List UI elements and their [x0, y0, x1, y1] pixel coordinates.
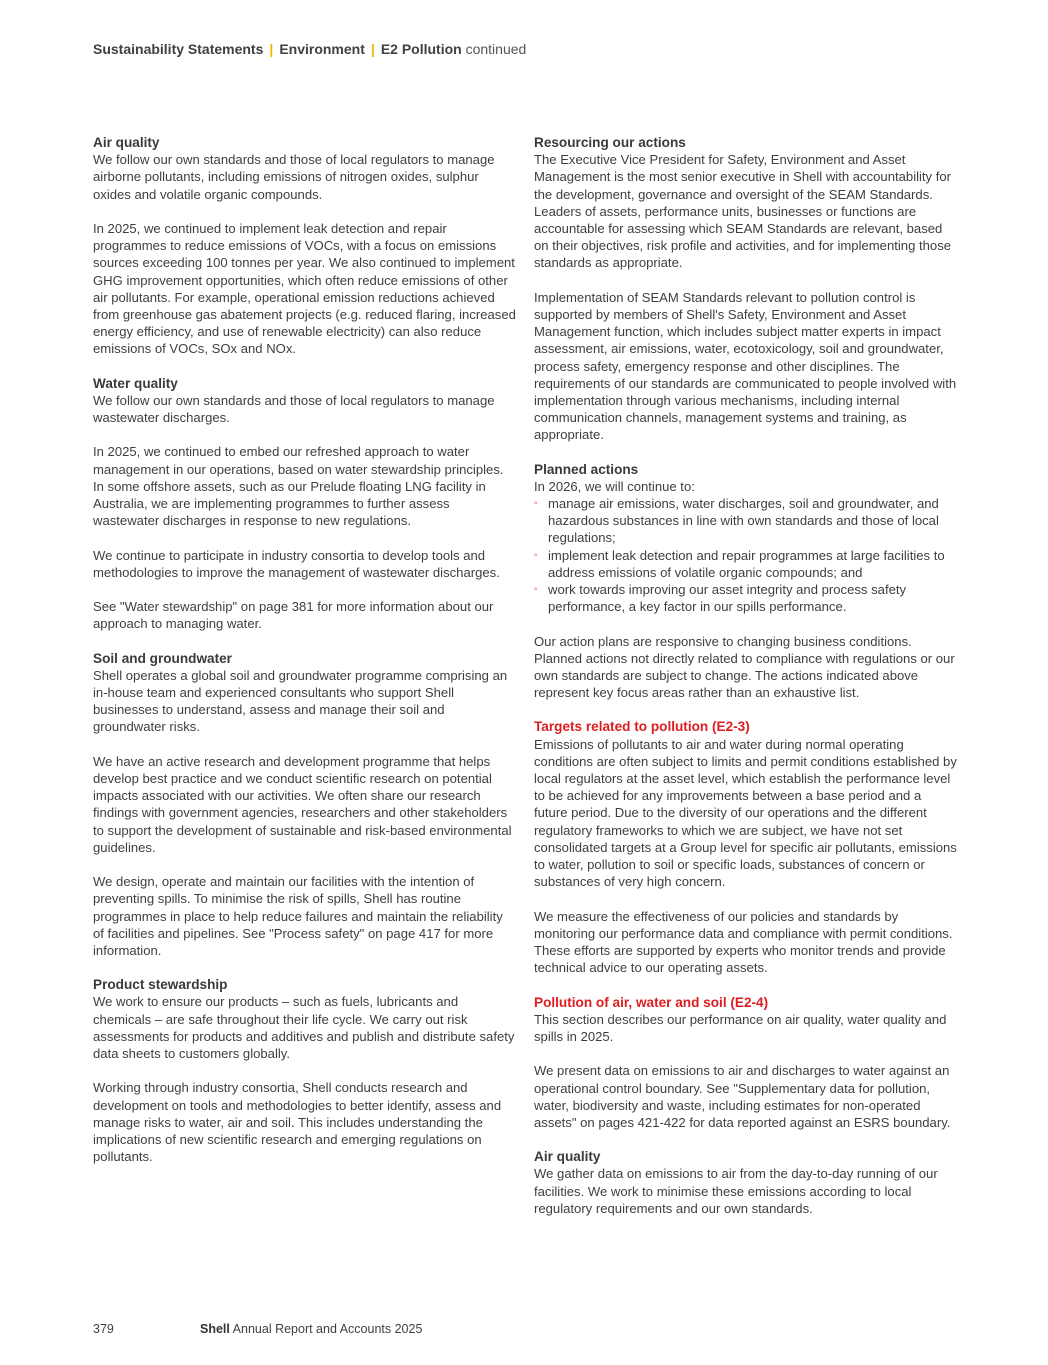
list-item: ◦ implement leak detection and repair programmes at large facilities to address emissions of volatile organic compounds; and — [534, 547, 945, 580]
header-continued: continued — [465, 41, 527, 57]
paragraph: We gather data on emissions to air from the day-to-day running of our facilities. We work to minimise these emissions according to local regulatory requirements and our own standards. — [534, 1166, 938, 1216]
brand-name: Shell — [200, 1322, 230, 1336]
section-product-stewardship — [93, 976, 517, 1165]
section-planned-actions — [534, 461, 958, 702]
section-soil-groundwater — [93, 650, 517, 960]
paragraph: In 2025, we continued to embed our refreshed approach to water management in our operations, based on water stewardship principles. In some offshore assets, such as our Prelude floating LNG facility in Australia, we are implementing programmes to further assess wastewater discharges in response to new regulations. — [93, 444, 504, 529]
running-header — [93, 41, 526, 57]
paragraph: Our action plans are responsive to changing business conditions. Planned actions not directly related to compliance with regulations or our own standards are subject to change. The actions indicated above represent key focus areas rather than an exhaustive list. — [534, 633, 955, 701]
paragraph: Shell operates a global soil and groundwater programme comprising an in-house team and experienced consultants who support Shell businesses to understand, assess and manage their soil and groundwater risks. — [93, 667, 508, 735]
header-section: Sustainability Statements — [93, 41, 264, 57]
bullet-icon: ◦ — [534, 498, 538, 510]
section-pollution — [534, 994, 958, 1132]
section-heading: Product stewardship — [93, 977, 228, 993]
page-number: 379 — [93, 1322, 114, 1336]
paragraph: We follow our own standards and those of local regulators to manage airborne pollutants, including emissions of nitrogen oxides, sulphur oxides and volatile organic compounds. — [93, 152, 495, 202]
paragraph: In 2026, we will continue to: — [534, 478, 695, 494]
list-item: ◦ manage air emissions, water discharges, soil and groundwater, and hazardous substances in line with own standards and those of local regulations; — [534, 496, 939, 546]
right-column — [534, 134, 958, 1217]
section-heading-red: Pollution of air, water and soil (E2-4) — [534, 994, 769, 1010]
header-separator: | — [370, 41, 375, 57]
section-heading: Planned actions — [534, 461, 639, 477]
paragraph: We design, operate and maintain our facilities with the intention of preventing spills. To minimise the risk of spills, Shell has routine programmes in place to help reduce failures and maintain the reliability of facilities and pipelines. See "Process safety" on page 417 for more information. — [93, 874, 503, 959]
header-subsection: Environment — [279, 41, 365, 57]
section-water-quality — [93, 375, 517, 633]
paragraph: The Executive Vice President for Safety, Environment and Asset Management is the most senior executive in Shell with accountability for the development, governance and oversight of the SEAM Standards. Leaders of assets, performance units, businesses or functions are accountable for assessing which SEAM Standards are relevant, based on their objectives, risk profile and activities, and for implementing those standards as appropriate. — [534, 152, 952, 271]
bullet-icon: ◦ — [534, 584, 538, 596]
section-heading: Soil and groundwater — [93, 650, 232, 666]
bullet-icon: ◦ — [534, 549, 538, 561]
section-heading: Air quality — [93, 135, 160, 150]
paragraph: We present data on emissions to air and discharges to water against an operational control boundary. See "Supplementary data for pollution, water, biodiversity and waste, including estimates for non-operated assets" on pages 421-422 for data reported against an ESRS boundary. — [534, 1063, 951, 1130]
list-item: ◦ work towards improving our asset integrity and process safety performance, a key factor in our spills performance. — [534, 582, 907, 615]
left-column — [93, 134, 517, 1165]
paragraph: We follow our own standards and those of local regulators to manage wastewater discharges. — [93, 392, 495, 426]
paragraph: Working through industry consortia, Shell conducts research and development on tools and methodologies to better identify, assess and manage risks to water, air and soil. This includes understanding the implications of new scientific research and emerging regulations on pollutants. — [93, 1080, 502, 1165]
paragraph: We have an active research and development programme that helps develop best practice and we conduct scientific research on potential impacts associated with our activities. We often share our research findings with government agencies, researchers and other stakeholders to support the development of sustainable and risk-based environmental guidelines. — [93, 753, 512, 855]
paragraph: In 2025, we continued to implement leak detection and repair programmes to reduce emissions of VOCs, with a focus on emissions sources exceeding 100 tonnes per year. We also continued to implement GHG improvement opportunities, which often reduce emissions of other air pollutants. For example, operational emission reductions achieved from greenhouse gas abatement projects (e.g. reduced flaring, increased energy efficiency, and use of renewable electricity) can also reduce emissions of VOCs, SOx and NOx. — [93, 221, 516, 357]
section-heading: Water quality — [93, 375, 178, 391]
section-heading: Resourcing our actions — [534, 135, 686, 150]
section-targets — [534, 718, 958, 976]
paragraph: See "Water stewardship" on page 381 for more information about our approach to managing water. — [93, 599, 494, 632]
section-resourcing — [534, 134, 958, 444]
page-footer — [93, 1322, 422, 1336]
paragraph: Emissions of pollutants to air and water during normal operating conditions are often subject to limits and permit conditions established by local regulators at the asset level, which establish the performance level to be achieved for any improvements between a base period and a future period. Due to the diversity of our operations and the different regulatory frameworks to which we are subject, we have not set consolidated targets at a Group level for specific air pollutants, emissions to water, pollution to soil or specific loads, substances of concern or substances of very high concern. — [534, 736, 957, 890]
paragraph: We work to ensure our products – such as fuels, lubricants and chemicals – are safe throughout their life cycle. We carry out risk assessments for products and additives and publish and distribute safety data sheets to customers globally. — [93, 994, 515, 1062]
paragraph: Implementation of SEAM Standards relevant to pollution control is supported by members of Shell's Safety, Environment and Asset Management function, which includes subject matter experts in impact assessment, air emissions, water, ecotoxicology, soil and groundwater, process safety, emergency response and other disciplines. The requirements of our standards are communicated to people involved with implementation through various mechanisms, including internal communication channels, management systems and training, as appropriate. — [534, 289, 957, 443]
report-title: Annual Report and Accounts 2025 — [232, 1322, 423, 1336]
paragraph: We measure the effectiveness of our policies and standards by monitoring our performance data and compliance with permit conditions. These efforts are supported by experts who monitor trends and provide technical advice to our operating assets. — [534, 908, 953, 976]
bullet-list — [534, 495, 958, 615]
paragraph: We continue to participate in industry consortia to develop tools and methodologies to improve the management of wastewater discharges. — [93, 547, 500, 580]
section-air-quality-2 — [534, 1148, 958, 1217]
section-heading-red: Targets related to pollution (E2-3) — [534, 719, 750, 735]
paragraph: This section describes our performance on air quality, water quality and spills in 2025. — [534, 1011, 947, 1044]
section-air-quality — [93, 134, 517, 358]
header-separator: | — [269, 41, 274, 57]
header-topic: E2 Pollution — [380, 41, 462, 57]
section-heading: Air quality — [534, 1149, 601, 1165]
